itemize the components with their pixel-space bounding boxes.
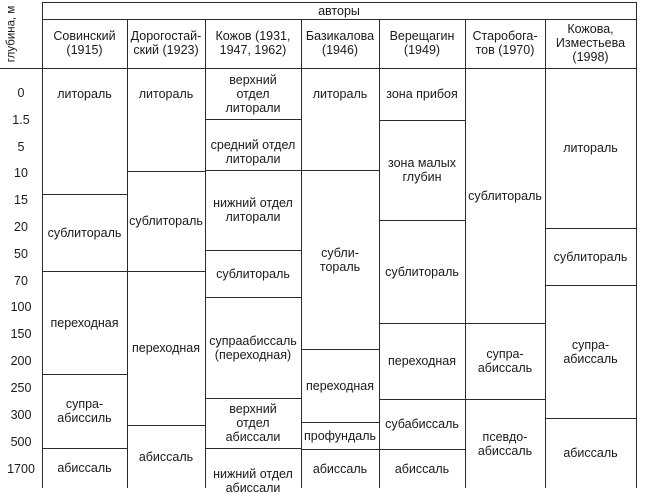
grid-line bbox=[127, 271, 206, 272]
grid-line bbox=[301, 170, 380, 171]
depth-label: 70 bbox=[14, 274, 28, 288]
grid-line bbox=[545, 418, 637, 419]
author-column-header: Кожов (1931, 1947, 1962) bbox=[215, 29, 291, 57]
zone-cell: литораль bbox=[563, 141, 618, 155]
depth-label: 20 bbox=[14, 220, 28, 234]
zone-cell: сублитораль bbox=[553, 249, 628, 264]
depth-label: 250 bbox=[10, 381, 32, 395]
zone-cell: нижний отдел литорали bbox=[213, 196, 293, 224]
author-column-header: Базикалова (1946) bbox=[305, 29, 375, 57]
grid-line bbox=[42, 2, 637, 3]
grid-line bbox=[379, 449, 466, 450]
zone-cell: средний отдел литорали bbox=[210, 138, 296, 166]
grid-line bbox=[205, 119, 302, 120]
zone-cell: сублитораль bbox=[385, 264, 459, 279]
grid-line bbox=[205, 250, 302, 251]
depth-label: 500 bbox=[10, 435, 32, 449]
depth-axis-label: глубина, м bbox=[5, 5, 17, 63]
grid-line bbox=[42, 2, 43, 488]
authors-header: авторы bbox=[318, 4, 360, 18]
grid-line bbox=[127, 425, 206, 426]
depth-label: 300 bbox=[10, 408, 32, 422]
zone-cell: супра- абиссаль bbox=[563, 337, 618, 366]
depth-label: 50 bbox=[14, 247, 28, 261]
zone-cell: переходная bbox=[387, 354, 457, 368]
grid-line bbox=[42, 374, 128, 375]
grid-line bbox=[379, 120, 466, 121]
zone-cell: супраабиссаль (переходная) bbox=[209, 333, 297, 362]
grid-line bbox=[205, 170, 302, 171]
zone-cell: абиссаль bbox=[394, 461, 450, 476]
zone-cell: литораль bbox=[138, 87, 194, 101]
zone-cell: литораль bbox=[57, 87, 112, 101]
grid-line bbox=[0, 68, 637, 69]
zone-cell: переходная bbox=[50, 315, 119, 330]
zone-cell: субабиссаль bbox=[385, 417, 459, 431]
depth-label: 1.5 bbox=[12, 113, 30, 127]
grid-line bbox=[301, 449, 380, 450]
author-column-header: Верещагин (1949) bbox=[389, 29, 455, 57]
zone-cell: нижний отдел абиссали bbox=[213, 467, 293, 495]
grid-line bbox=[42, 19, 637, 20]
grid-line bbox=[636, 2, 637, 488]
author-column-header: Старобога- тов (1970) bbox=[472, 29, 538, 57]
grid-line bbox=[379, 220, 466, 221]
grid-line bbox=[465, 19, 466, 488]
grid-line bbox=[205, 448, 302, 449]
depth-label: 150 bbox=[10, 327, 32, 341]
grid-line bbox=[545, 285, 637, 286]
depth-axis-header bbox=[0, 0, 22, 68]
depth-label: 200 bbox=[10, 354, 32, 368]
zone-cell: абиссаль bbox=[138, 449, 194, 464]
author-column-header: Дорогостай- ский (1923) bbox=[130, 29, 202, 57]
grid-line bbox=[42, 194, 128, 195]
grid-line bbox=[42, 271, 128, 272]
grid-line bbox=[301, 349, 380, 350]
grid-line bbox=[379, 19, 380, 488]
author-column-header: Совинский (1915) bbox=[53, 29, 116, 57]
depth-label: 15 bbox=[14, 193, 28, 207]
depth-label: 100 bbox=[10, 300, 32, 314]
zone-cell: псевдо- абиссаль bbox=[477, 429, 533, 458]
zone-cell: сублитораль bbox=[468, 188, 542, 203]
grid-line bbox=[465, 323, 546, 324]
zone-cell: зона малых глубин bbox=[388, 156, 456, 184]
grid-line bbox=[379, 323, 466, 324]
zone-cell: профундаль bbox=[303, 428, 377, 443]
depth-label: 5 bbox=[17, 140, 25, 154]
zone-cell: абиссаль bbox=[312, 461, 368, 476]
zone-cell: супра- абиссиль bbox=[57, 397, 112, 425]
zone-cell: литораль bbox=[312, 87, 368, 101]
zone-cell: абиссаль bbox=[57, 461, 112, 475]
grid-line bbox=[301, 422, 380, 423]
grid-line bbox=[301, 19, 302, 488]
grid-line bbox=[42, 448, 128, 449]
zone-cell: субли- тораль bbox=[319, 245, 361, 274]
grid-line bbox=[127, 171, 206, 172]
zone-cell: сублитораль bbox=[47, 225, 122, 240]
grid-line bbox=[465, 399, 546, 400]
zone-cell: абиссаль bbox=[563, 446, 618, 460]
author-column-header: Кожова, Изместьева (1998) bbox=[555, 22, 626, 64]
grid-line bbox=[205, 19, 206, 488]
zone-cell: переходная bbox=[305, 378, 375, 393]
grid-line bbox=[205, 297, 302, 298]
zone-cell: супра- абиссаль bbox=[477, 347, 533, 375]
grid-line bbox=[127, 19, 128, 488]
zone-cell: зона прибоя bbox=[386, 87, 458, 101]
zone-cell: переходная bbox=[131, 341, 201, 355]
depth-label: 1700 bbox=[7, 462, 35, 476]
zone-cell: сублитораль bbox=[216, 266, 290, 281]
grid-line bbox=[545, 228, 637, 229]
zone-cell: сублитораль bbox=[129, 214, 203, 228]
depth-label: 0 bbox=[17, 86, 25, 100]
zone-cell: верхний отдел абиссали bbox=[225, 402, 281, 444]
grid-line bbox=[205, 398, 302, 399]
depth-label: 10 bbox=[14, 166, 28, 180]
grid-line bbox=[379, 399, 466, 400]
zone-cell: верхний отдел литорали bbox=[225, 72, 281, 115]
